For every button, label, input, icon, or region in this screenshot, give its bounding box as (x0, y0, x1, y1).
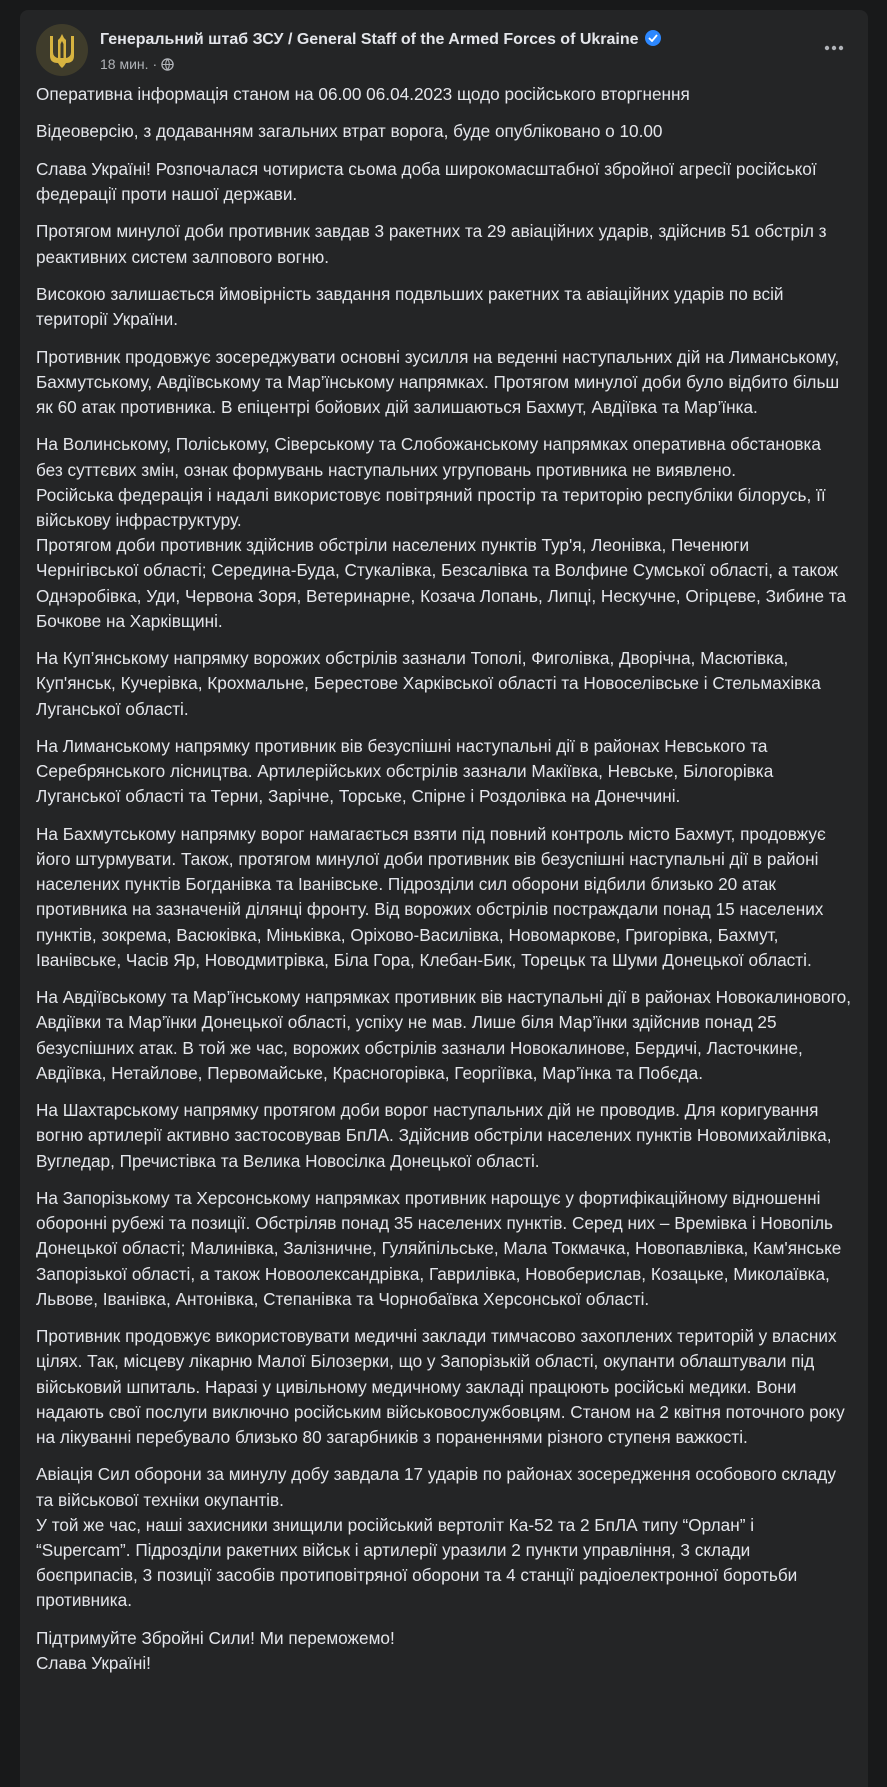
paragraph: Слава Україні! (36, 1652, 151, 1673)
post-text (36, 82, 852, 1688)
paragraph: Протягом доби противник здійснив обстріли населених пунктів Тур'я, Леонівка, Печенюги Чернігівської області; Середина-Буда, Стукалівка, Безсалівка та Волфине Сумської області, а також Однэробівка, Уди, Червона Зоря, Ветеринарне, Козача Лопань, Липці, Нескучне, Огірцеве, Зибине та Бочкове на Харківщині. (36, 535, 847, 631)
more-dots-icon (824, 45, 844, 51)
paragraph: Підтримуйте Збройні Сили! Ми переможемо! (36, 1627, 395, 1648)
paragraph: Авіація Сил оборони за минулу добу завдала 17 ударів по районах зосередження особового складу та військової техніки окупантів. (36, 1464, 836, 1510)
paragraph: Протягом минулої доби противник завдав 3 ракетних та 29 авіаційних ударів, здійснив 51 обстріл з реактивних систем залпового вогню. (36, 221, 827, 267)
author-name[interactable]: Генеральний штаб ЗСУ / General Staff of the Armed Forces of Ukraine (100, 31, 639, 48)
paragraph: Противник продовжує використовувати медичні заклади тимчасово захоплених територій у власних цілях. Так, місцеву лікарню Малої Білозерки, що у Запорізькій області, окупанти облаштували під військовий шпиталь. Наразі у цивільному медичному закладі працюють російські медики. Вони надають свої послуги виключно російським військовослужбовцям. Станом на 2 квітня поточного року на лікуванні перебувало близько 80 загарбників з пораненнями різного ступеня важкості. (36, 1326, 845, 1447)
post-card (20, 10, 868, 1787)
paragraph: На Запорізькому та Херсонському напрямках противник нарощує у фортифікаційному відношенні оборонні рубежі та позиції. Обстріляв понад 35 населених пунктів. Серед них – Времівка і Новопіль Донецької області; Малинівка, Залізничне, Гуляйпільське, Мала Токмачка, Новопавлівка, Кам'янське Запорізької області, а також Новоолександрівка, Гаврилівка, Новоберислав, Козацьке, Миколаївка, Львове, Іванівка, Антонівка, Степанівка та Чорнобаївка Херсонської області. (36, 1187, 842, 1309)
paragraph: На Куп’янському напрямку ворожих обстрілів зазнали Тополі, Фиголівка, Дворічна, Масютівка, Куп'янськ, Кучерівка, Крохмальне, Берестове Харківської області та Новоселівське і Стельмахівка Луганської області. (36, 648, 821, 719)
more-options-button[interactable] (816, 30, 852, 66)
meta-separator: · (152, 56, 158, 72)
paragraph: У той же час, наші захисники знищили російський вертоліт Ка-52 та 2 БпЛА типу “Орлан” і “Supercam”. Підрозділи ракетних військ і артилерії уразили 2 пункти управління, 3 склади боєприпасів, 3 позиції засобів протиповітряної оборони та 4 станції радіоелектронної боротьби противника. (36, 1514, 798, 1611)
paragraph: Відеоверсію, з додаванням загальних втрат ворога, буде опубліковано о 10.00 (36, 121, 663, 142)
paragraph: Російська федерація і надалі використовує повітряний простір та територію республіки білорусь, її військову інфраструктуру. (36, 484, 826, 530)
post-meta (100, 56, 174, 72)
trident-icon (47, 32, 77, 68)
globe-icon (161, 58, 174, 71)
avatar[interactable] (36, 24, 88, 76)
post-header (36, 24, 852, 76)
paragraph: На Авдіївському та Мар’їнському напрямках противник вів наступальні дії в районах Новокалинового, Авдіївки та Мар’їнки Донецької області, успіху не мав. Лише біля Мар’їнки здійснив понад 25 безуспішних атак. В той же час, ворожих обстрілів зазнали Новокалинове, Бердичі, Ласточкине, Авдіївка, Нетайлове, Первомайське, Красногорівка, Георгіївка, Мар’їнка та Побєда. (36, 987, 851, 1083)
verified-badge-icon (645, 30, 661, 46)
paragraph: Оперативна інформація станом на 06.00 06.04.2023 щодо російського вторгнення (36, 84, 690, 104)
paragraph: На Шахтарському напрямку протягом доби ворог наступальних дій не проводив. Для коригування вогню артилерії активно застосовував БпЛА. Здійснив обстріли населених пунктів Новомихайлівка, Вугледар, Пречистівка та Велика Новосілка Донецької області. (36, 1100, 832, 1171)
paragraph: На Волинському, Поліському, Сіверському та Слобожанському напрямках оперативна обстановка без суттєвих змін, ознак формувань наступальних угруповань противника не виявлено. (36, 434, 821, 480)
paragraph: На Бахмутському напрямку ворог намагається взяти під повний контроль місто Бахмут, продовжує його штурмувати. Також, протягом минулої доби противник вів безуспішні наступальні дії в районі населених пунктів Богданівка та Іванівське. Підрозділи сил оборони відбили близько 20 атак противника на зазначеній ділянці фронту. Від ворожих обстрілів постраждали понад 15 населених пунктів, зокрема, Васюківка, Міньківка, Оріхово-Василівка, Новомаркове, Григорівка, Бахмут, Іванівське, Часів Яр, Новодмитрівка, Біла Гора, Клебан-Бик, Торецьк та Шуми Донецької області. (36, 823, 826, 970)
author-name-line (100, 30, 661, 49)
paragraph: Високою залишається ймовірність завдання подвльших ракетних та авіаційних ударів по всій території України. (36, 283, 784, 330)
paragraph: На Лиманському напрямку противник вів безуспішні наступальні дії в районах Невського та Серебрянського лісництва. Артилерійських обстрілів зазнали Макіївка, Невське, Білогорівка Луганської області та Терни, Зарічне, Торське, Спірне і Роздолівка на Донеччині. (36, 735, 774, 807)
paragraph: Слава Україні! Розпочалася чотириста сьома доба широкомасштабної збройної агресії російської федерації проти нашої держави. (36, 158, 817, 204)
post-time[interactable]: 18 мин. (100, 56, 149, 72)
paragraph: Противник продовжує зосереджувати основні зусилля на веденні наступальних дій на Лиманському, Бахмутському, Авдіївському та Мар’їнському напрямках. Протягом минулої доби було відбито більш як 60 атак противника. В епіцентрі бойових дій залишаються Бахмут, Авдіївка та Мар’їнка. (36, 346, 840, 417)
